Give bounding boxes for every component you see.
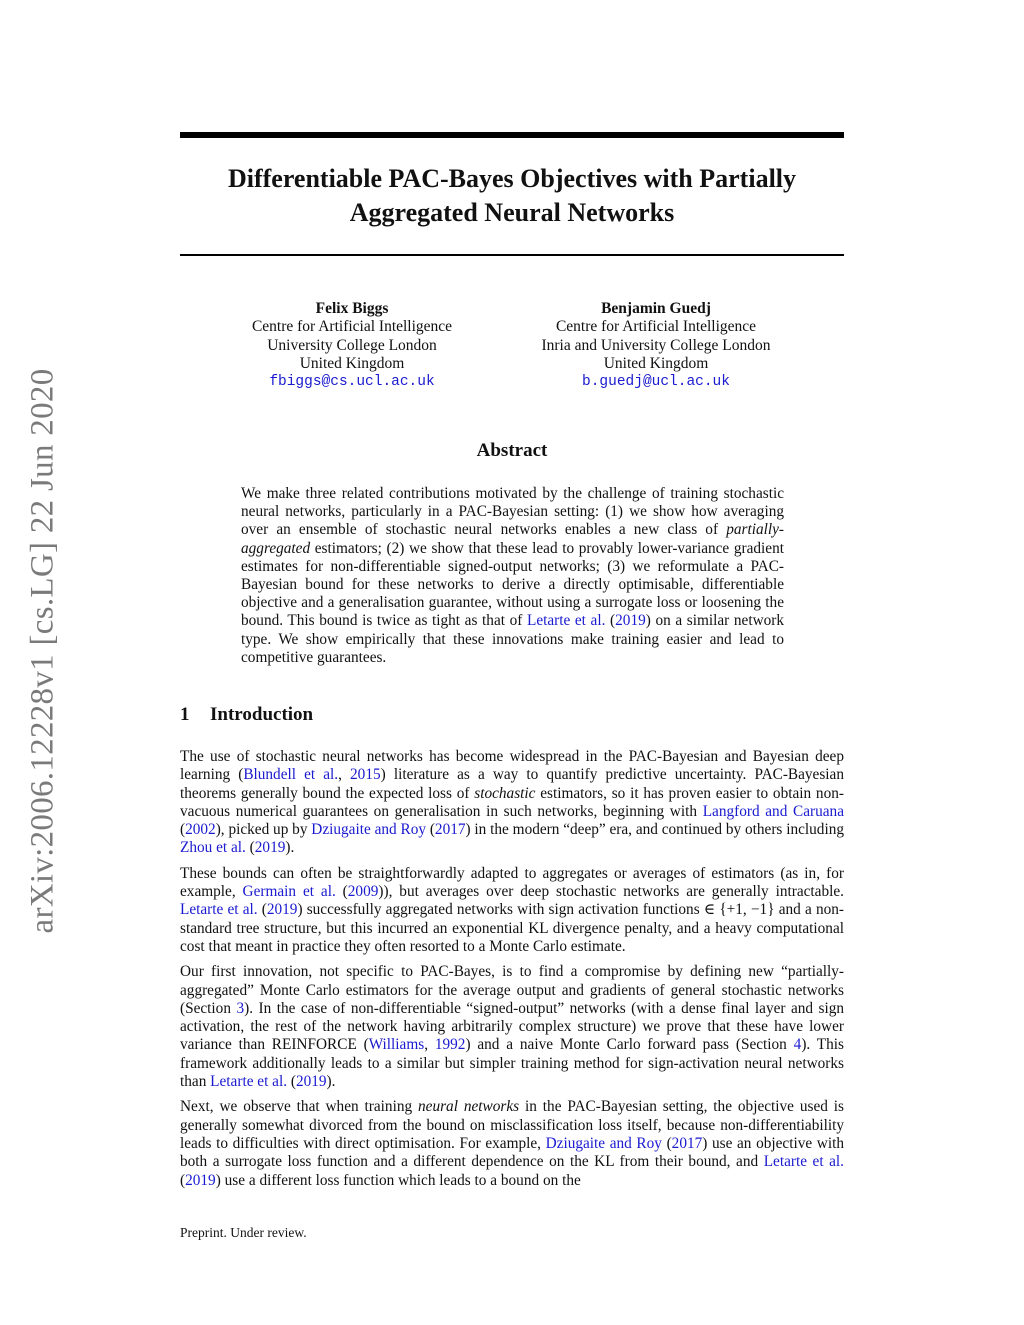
author-country: United Kingdom (299, 354, 405, 372)
author-name: Benjamin Guedj (601, 300, 711, 317)
citation-link[interactable]: Letarte et al. (180, 901, 258, 919)
citation-link[interactable]: Letarte et al. (526, 612, 606, 630)
citation-link[interactable]: Germain et al. (242, 883, 336, 901)
citation-year-link[interactable]: 2009 (347, 883, 379, 901)
citation-year-link[interactable]: 2019 (295, 1073, 327, 1091)
introduction-body (180, 748, 844, 1197)
citation-year-link[interactable]: 2019 (266, 901, 298, 919)
title-rule-bottom (180, 254, 844, 256)
paragraph-3: Our first innovation, not specific to PAC-Bayes, is to find a compromise by defining new “partially-aggregated” Monte Carlo estimators for the average output and gradients of general stochastic networks (Section 3). In the case of non-differentiable “signed-output” networks (with a dense final layer and sign activation, the rest of the network having arbitrarily complex structure) we prove that these have lower variance than REINFORCE (Williams, 1992) and a naive Monte Carlo forward pass (Section 4). This framework additionally leads to a similar but simpler training method for sign-activation neural networks than Letarte et al. (2019). (180, 963, 844, 1091)
citation-year-link[interactable]: 2002 (185, 821, 216, 839)
section-ref-link[interactable]: 4 (793, 1036, 802, 1054)
citation-link[interactable]: Langford and Caruana (702, 802, 844, 820)
citation-year-link[interactable]: 2019 (185, 1171, 216, 1189)
author-affiliation: Centre for Artificial Intelligence (251, 318, 453, 336)
author-block-2 (506, 300, 806, 391)
author-affiliation: University College London (267, 336, 437, 354)
citation-link[interactable]: Letarte et al. (210, 1073, 288, 1091)
author-email-link[interactable]: b.guedj@ucl.ac.uk (582, 374, 730, 391)
citation-year-link[interactable]: 2017 (434, 821, 466, 839)
citation-link[interactable]: Zhou et al. (180, 839, 246, 857)
author-email-link[interactable]: fbiggs@cs.ucl.ac.uk (269, 374, 435, 391)
section-number: 1 (180, 704, 190, 725)
author-name: Felix Biggs (315, 300, 389, 317)
section-title: Introduction (210, 704, 314, 725)
title-rule-top (180, 132, 844, 138)
citation-year-link[interactable]: 2017 (671, 1134, 703, 1152)
citation-link[interactable]: Williams (368, 1036, 425, 1054)
footer-note: Preprint. Under review. (180, 1225, 307, 1240)
author-affiliation: Inria and University College London (541, 336, 771, 354)
citation-year-link[interactable]: 2019 (254, 839, 286, 857)
citation-link[interactable]: Dziugaite and Roy (545, 1134, 662, 1152)
paper-title (180, 162, 844, 230)
arxiv-stamp: arXiv:2006.12228v1 [cs.LG] 22 Jun 2020 (24, 367, 61, 934)
section-ref-link[interactable]: 3 (236, 999, 245, 1017)
citation-year-link[interactable]: 1992 (434, 1036, 466, 1054)
paragraph-1: The use of stochastic neural networks has become widespread in the PAC-Bayesian and Bayesian deep learning (Blundell et al., 2015) literature as a way to quantify predictive uncertainty. PAC-Bayesian theorems generally bound the expected loss of stochastic estimators, so it has proven easier to obtain non-vacuous numerical guarantees on generalisation in such networks, beginning with Langford and Caruana (2002), picked up by Dziugaite and Roy (2017) in the modern “deep” era, and continued by others including Zhou et al. (2019). (180, 748, 844, 857)
author-block-1 (202, 300, 502, 391)
citation-year-link[interactable]: 2015 (350, 766, 381, 784)
citation-link[interactable]: Dziugaite and Roy (311, 821, 426, 839)
title-line-1: Differentiable PAC-Bayes Objectives with Partially (227, 164, 797, 193)
citation-year-link[interactable]: 2019 (615, 612, 646, 630)
paragraph-4: Next, we observe that when training neural networks in the PAC-Bayesian setting, the objective used is generally somewhat divorced from the bound on misclassification loss itself, because non-differentiability leads to difficulties with direct optimisation. For example, Dziugaite and Roy (2017) use an objective with both a surrogate loss function and a different dependence on the KL from their bound, and Letarte et al. (2019) use a different loss function which leads to a bound on the (180, 1098, 845, 1189)
citation-link[interactable]: Blundell et al. (243, 766, 339, 784)
section-heading (180, 704, 313, 726)
title-line-2: Aggregated Neural Networks (349, 198, 675, 227)
author-country: United Kingdom (603, 354, 709, 372)
abstract-heading: Abstract (476, 440, 548, 461)
paragraph-2: These bounds can often be straightforwardly adapted to aggregates or averages of estimators (as in, for example, Germain et al. (2009)), but averages over deep stochastic networks are generally intractable. Letarte et al. (2019) successfully aggregated networks with sign activation functions ∈ {+1, −1} and a non-standard tree structure, but this incurred an exponential KL divergence penalty, and a heavy computational cost that meant in practice they often resorted to a Monte Carlo estimate. (180, 864, 844, 955)
citation-link[interactable]: Letarte et al. (763, 1153, 845, 1171)
author-affiliation: Centre for Artificial Intelligence (555, 318, 757, 336)
abstract-text: We make three related contributions motivated by the challenge of training stochastic neural networks, particularly in a PAC-Bayesian setting: (1) we show how averaging over an ensemble of stochastic neural networks enables a new class of partially-aggregated estimators; (2) we show that these lead to provably lower-variance gradient estimates for non-differentiable signed-output networks; (3) we reformulate a PAC-Bayesian bound for these networks to derive a directly optimisable, differentiable objective and a generalisation guarantee, without using a surrogate loss or loosening the bound. This bound is twice as tight as that of Letarte et al. (2019) on a similar network type. We show empirically that these innovations make training easier and lead to competitive guarantees. (241, 485, 785, 666)
